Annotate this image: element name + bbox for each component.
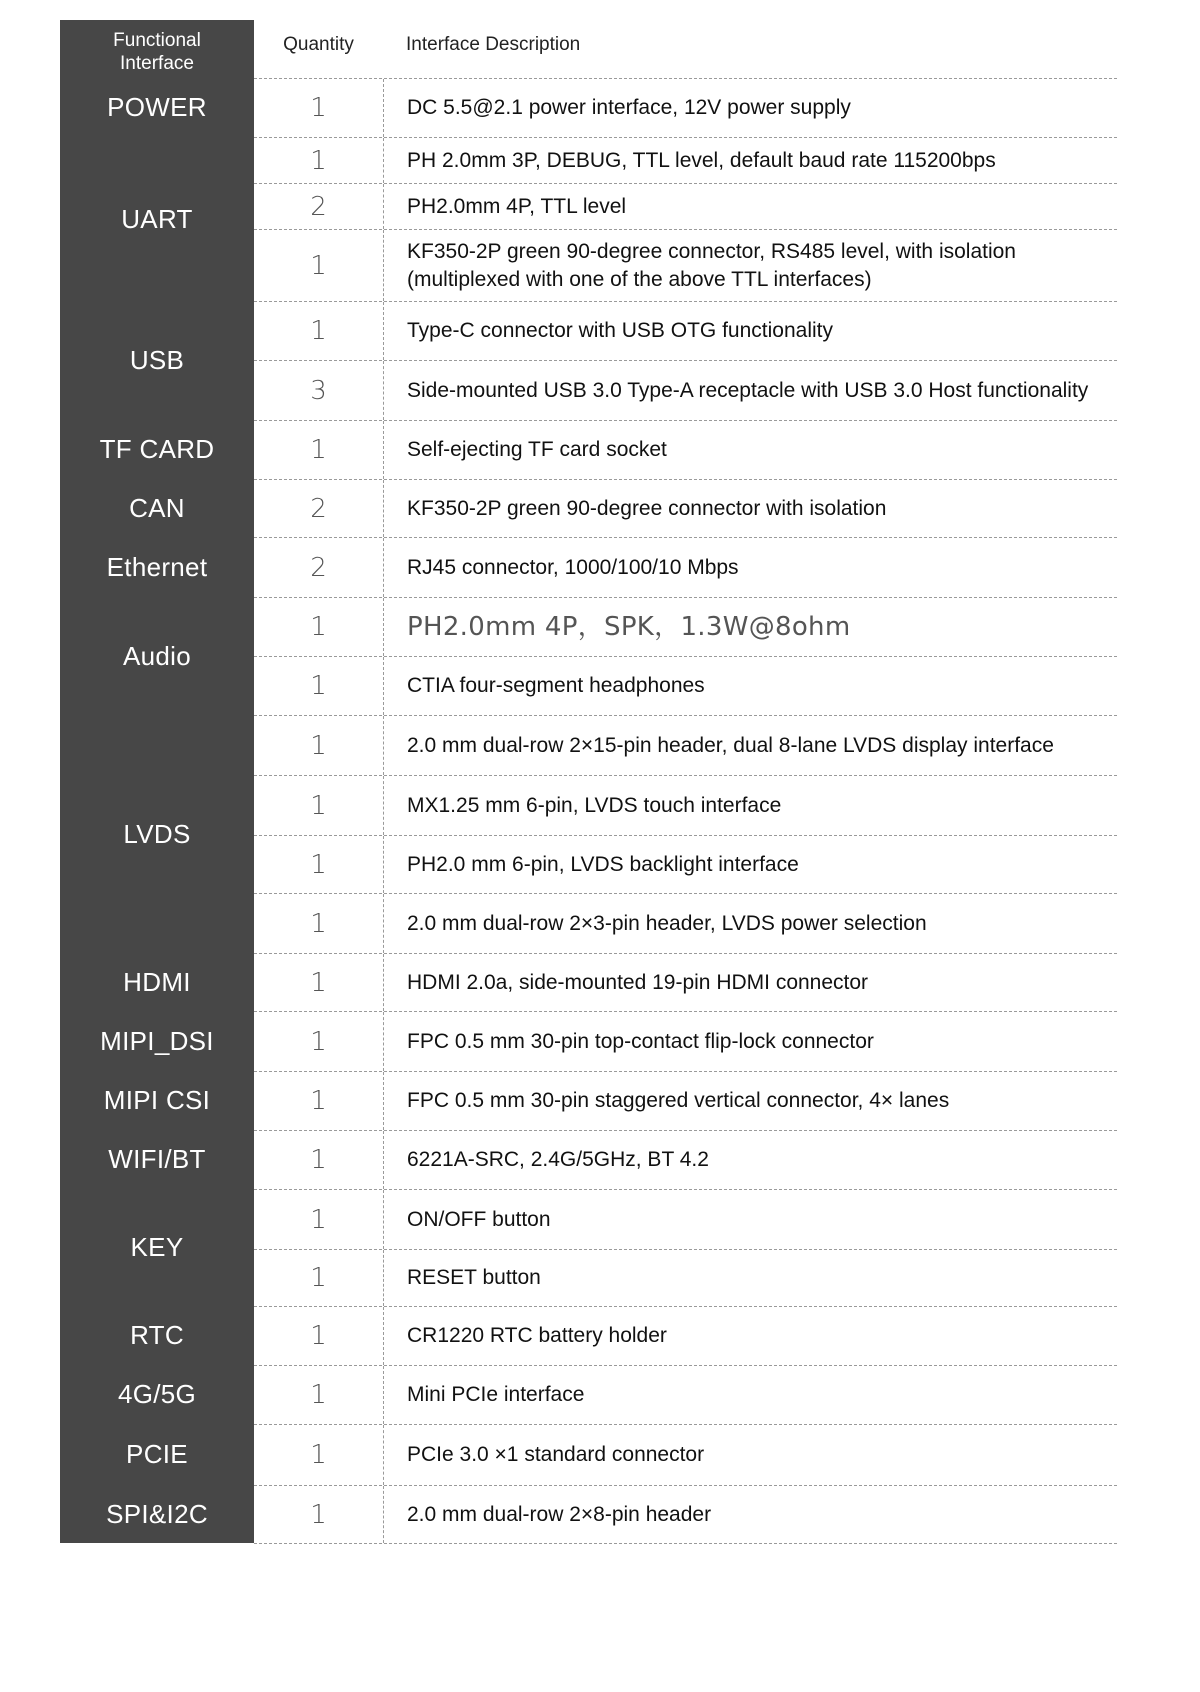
- table-row: [254, 1189, 1117, 1249]
- group-label: USB: [60, 301, 254, 420]
- description-cell: PH 2.0mm 3P, DEBUG, TTL level, default baud rate 115200bps: [383, 138, 1117, 183]
- table-row: [254, 1306, 1117, 1365]
- table-row: [254, 1249, 1117, 1306]
- table-row: [254, 1130, 1117, 1189]
- table-bottom-border: [254, 1543, 1117, 1544]
- table-row: [254, 1071, 1117, 1130]
- table-row: [254, 183, 1117, 229]
- description-cell: 2.0 mm dual-row 2×8-pin header: [383, 1486, 1117, 1543]
- description-cell: 2.0 mm dual-row 2×3-pin header, LVDS power selection: [383, 894, 1117, 953]
- quantity-cell: 2: [310, 493, 327, 524]
- group-label: POWER: [60, 78, 254, 137]
- table-row: [254, 1011, 1117, 1071]
- description-cell: MX1.25 mm 6-pin, LVDS touch interface: [383, 776, 1117, 835]
- table-header: [60, 20, 1117, 85]
- table-row: [254, 1365, 1117, 1424]
- quantity-cell: 1: [310, 849, 327, 880]
- description-cell: FPC 0.5 mm 30-pin staggered vertical connector, 4× lanes: [383, 1072, 1117, 1130]
- quantity-cell: 1: [310, 1204, 327, 1235]
- quantity-cell: 1: [310, 967, 327, 998]
- group-label: MIPI_DSI: [60, 1011, 254, 1071]
- description-cell: 6221A-SRC, 2.4G/5GHz, BT 4.2: [383, 1131, 1117, 1189]
- table-row: [254, 1485, 1117, 1543]
- description-cell: 2.0 mm dual-row 2×15-pin header, dual 8-lane LVDS display interface: [383, 716, 1117, 775]
- group-label: KEY: [60, 1189, 254, 1306]
- group-label: PCIE: [60, 1424, 254, 1485]
- group-label: TF CARD: [60, 420, 254, 479]
- description-cell: CTIA four-segment headphones: [383, 657, 1117, 715]
- quantity-cell: 1: [310, 145, 327, 176]
- description-cell: RJ45 connector, 1000/100/10 Mbps: [383, 538, 1117, 597]
- description-cell: Side-mounted USB 3.0 Type-A receptacle with USB 3.0 Host functionality: [383, 361, 1117, 420]
- table-row: [254, 715, 1117, 775]
- table-row: [254, 953, 1117, 1011]
- quantity-cell: 1: [310, 790, 327, 821]
- description-cell: Type-C connector with USB OTG functionality: [383, 302, 1117, 360]
- quantity-cell: 1: [310, 908, 327, 939]
- table-row: [254, 137, 1117, 183]
- description-cell: KF350-2P green 90-degree connector with isolation: [383, 480, 1117, 537]
- quantity-cell: 1: [310, 1499, 327, 1530]
- table-row: [254, 537, 1117, 597]
- quantity-cell: 1: [310, 250, 327, 281]
- quantity-cell: 1: [310, 93, 327, 123]
- quantity-cell: 2: [310, 552, 327, 583]
- table-row: [254, 78, 1117, 137]
- description-cell: Mini PCIe interface: [383, 1366, 1117, 1424]
- table-row: [254, 1424, 1117, 1485]
- description-cell: RESET button: [383, 1250, 1117, 1306]
- group-label: WIFI/BT: [60, 1130, 254, 1189]
- description-cell: PH2.0mm 4P, TTL level: [383, 184, 1117, 229]
- group-label: SPI&I2C: [60, 1485, 254, 1543]
- quantity-cell: 1: [310, 612, 327, 642]
- description-cell: KF350-2P green 90-degree connector, RS485 level, with isolation (multiplexed with one of the above TTL interfaces): [383, 230, 1117, 301]
- header-interface-description: Interface Description: [406, 34, 581, 55]
- quantity-cell: 1: [310, 1380, 327, 1410]
- quantity-cell: 1: [310, 1321, 327, 1351]
- quantity-cell: 1: [310, 1263, 327, 1293]
- quantity-cell: 1: [310, 1026, 327, 1057]
- table-row: [254, 597, 1117, 656]
- description-cell: DC 5.5@2.1 power interface, 12V power supply: [383, 79, 1117, 137]
- group-label: UART: [60, 137, 254, 301]
- table-row: [254, 229, 1117, 301]
- header-quantity: Quantity: [283, 34, 354, 55]
- quantity-cell: 1: [310, 671, 327, 701]
- table-row: [254, 775, 1117, 835]
- group-label: RTC: [60, 1306, 254, 1365]
- table-row: [254, 420, 1117, 479]
- table-row: [254, 360, 1117, 420]
- description-cell: PH2.0mm 4P，SPK，1.3W@8ohm: [383, 598, 1117, 656]
- quantity-cell: 2: [310, 191, 327, 222]
- table-row: [254, 301, 1117, 360]
- group-label: Ethernet: [60, 537, 254, 597]
- group-label: MIPI CSI: [60, 1071, 254, 1130]
- description-cell: PH2.0 mm 6-pin, LVDS backlight interface: [383, 836, 1117, 893]
- quantity-cell: 1: [310, 1086, 327, 1116]
- description-cell: HDMI 2.0a, side-mounted 19-pin HDMI connector: [383, 954, 1117, 1011]
- description-cell: PCIe 3.0 ×1 standard connector: [383, 1425, 1117, 1485]
- description-cell: ON/OFF button: [383, 1190, 1117, 1249]
- table-row: [254, 835, 1117, 893]
- description-cell: FPC 0.5 mm 30-pin top-contact flip-lock connector: [383, 1012, 1117, 1071]
- quantity-cell: 3: [310, 375, 327, 406]
- group-label: CAN: [60, 479, 254, 537]
- description-cell: Self-ejecting TF card socket: [383, 421, 1117, 479]
- quantity-cell: 1: [310, 316, 327, 346]
- quantity-cell: 1: [310, 1145, 327, 1175]
- description-cell: CR1220 RTC battery holder: [383, 1307, 1117, 1365]
- table-row: [254, 893, 1117, 953]
- group-label: HDMI: [60, 953, 254, 1011]
- group-label: 4G/5G: [60, 1365, 254, 1424]
- group-label: Audio: [60, 597, 254, 715]
- quantity-cell: 1: [310, 1440, 327, 1470]
- quantity-cell: 1: [310, 435, 327, 465]
- group-label: LVDS: [60, 715, 254, 953]
- table-row: [254, 479, 1117, 537]
- header-functional-interface: Functional Interface: [60, 20, 254, 85]
- table-row: [254, 656, 1117, 715]
- quantity-cell: 1: [310, 730, 327, 761]
